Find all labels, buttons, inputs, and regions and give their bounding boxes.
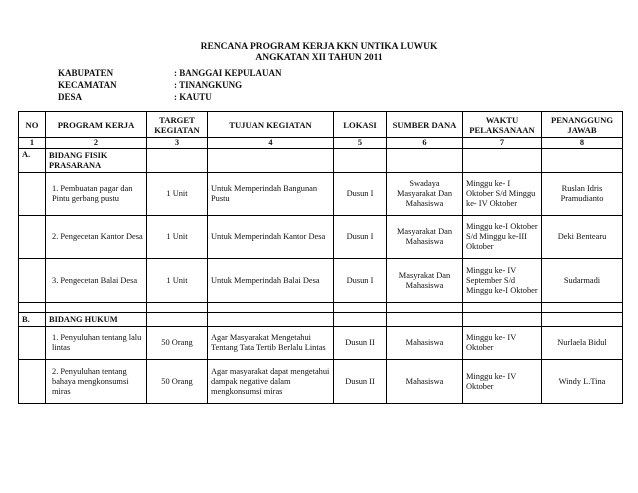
- program-cell: 3. Pengecetan Balai Desa: [46, 259, 147, 303]
- empty-cell: [334, 149, 387, 173]
- col-number: 4: [208, 138, 334, 149]
- col-number: 3: [147, 138, 208, 149]
- table-row: [19, 259, 623, 303]
- table-row: [19, 360, 623, 404]
- pj-cell: Nurlaela Bidul: [542, 327, 623, 360]
- work-program-table: [18, 111, 623, 404]
- empty-cell: [387, 149, 463, 173]
- column-number-row: [19, 138, 623, 149]
- dana-cell: Masyrakat Dan Mahasiswa: [387, 259, 463, 303]
- empty-cell: [208, 303, 334, 313]
- section-title: BIDANG FISIK PRASARANA: [46, 149, 147, 173]
- pj-cell: Deki Bentearu: [542, 216, 623, 259]
- meta-label: KABUPATEN: [58, 68, 114, 78]
- empty-cell: [542, 303, 623, 313]
- empty-cell: [19, 360, 46, 404]
- waktu-cell: Minggu ke- I Oktober S/d Minggu ke- IV Oktober: [463, 173, 542, 216]
- lokasi-cell: Dusun II: [334, 360, 387, 404]
- empty-cell: [387, 313, 463, 327]
- section-row: [19, 149, 623, 173]
- empty-cell: [147, 313, 208, 327]
- empty-cell: [387, 303, 463, 313]
- col-number: 2: [46, 138, 147, 149]
- empty-cell: [19, 173, 46, 216]
- dana-cell: Swadaya Masyarakat Dan Mahasiswa: [387, 173, 463, 216]
- meta-value: : TINANGKUNG: [174, 80, 243, 90]
- col-number: 8: [542, 138, 623, 149]
- empty-cell: [542, 149, 623, 173]
- waktu-cell: Minggu ke-I Oktober S/d Minggu ke-III Oktober: [463, 216, 542, 259]
- empty-cell: [334, 303, 387, 313]
- dana-cell: Mahasiswa: [387, 327, 463, 360]
- col-header-dana: SUMBER DANA: [387, 112, 463, 138]
- document-title-line1: RENCANA PROGRAM KERJA KKN UNTIKA LUWUK: [200, 42, 438, 52]
- program-cell: 1. Penyuluhan tentang lalu lintas: [46, 327, 147, 360]
- section-row: [19, 313, 623, 327]
- col-number: 7: [463, 138, 542, 149]
- tujuan-cell: Untuk Memperindah Balai Desa: [208, 259, 334, 303]
- waktu-cell: Minggu ke- IV Oktober: [463, 360, 542, 404]
- meta-row-desa: [58, 91, 282, 103]
- empty-cell: [147, 149, 208, 173]
- meta-label: DESA: [58, 92, 83, 102]
- table-row: [19, 216, 623, 259]
- empty-cell: [463, 303, 542, 313]
- meta-row-kecamatan: [58, 79, 282, 91]
- table-row: [19, 327, 623, 360]
- section-no: A.: [19, 149, 46, 173]
- header-row: [19, 112, 623, 138]
- section-title: BIDANG HUKUM: [46, 313, 147, 327]
- target-cell: 50 Orang: [147, 327, 208, 360]
- col-header-target: TARGET KEGIATAN: [147, 112, 208, 138]
- empty-cell: [19, 216, 46, 259]
- empty-cell: [46, 303, 147, 313]
- empty-cell: [463, 313, 542, 327]
- col-header-waktu: WAKTU PELAKSANAAN: [463, 112, 542, 138]
- table-row: [19, 173, 623, 216]
- document-title-line2: ANGKATAN XII TAHUN 2011: [255, 53, 383, 63]
- lokasi-cell: Dusun I: [334, 259, 387, 303]
- col-header-lokasi: LOKASI: [334, 112, 387, 138]
- empty-cell: [19, 327, 46, 360]
- tujuan-cell: Untuk Memperindah Bangunan Pustu: [208, 173, 334, 216]
- program-cell: 1. Pembuatan pagar dan Pintu gerbang pustu: [46, 173, 147, 216]
- spacer-row: [19, 303, 623, 313]
- waktu-cell: Minggu ke- IV September S/d Minggu ke-I Oktober: [463, 259, 542, 303]
- target-cell: 1 Unit: [147, 216, 208, 259]
- section-no: B.: [19, 313, 46, 327]
- empty-cell: [334, 313, 387, 327]
- col-number: 1: [19, 138, 46, 149]
- col-header-no: NO: [19, 112, 46, 138]
- tujuan-cell: Untuk Memperindah Kantor Desa: [208, 216, 334, 259]
- program-cell: 2. Penyuluhan tentang bahaya mengkonsumsi miras: [46, 360, 147, 404]
- col-number: 5: [334, 138, 387, 149]
- empty-cell: [463, 149, 542, 173]
- meta-row-kabupaten: [58, 67, 282, 79]
- tujuan-cell: Agar masyarakat dapat mengetahui dampak negative dalam mengkonsumsi miras: [208, 360, 334, 404]
- pj-cell: Sudarmadi: [542, 259, 623, 303]
- target-cell: 1 Unit: [147, 173, 208, 216]
- pj-cell: Ruslan Idris Pramudianto: [542, 173, 623, 216]
- lokasi-cell: Dusun I: [334, 173, 387, 216]
- dana-cell: Masyarakat Dan Mahasiswa: [387, 216, 463, 259]
- lokasi-cell: Dusun II: [334, 327, 387, 360]
- col-number: 6: [387, 138, 463, 149]
- meta-value: : BANGGAI KEPULAUAN: [174, 68, 282, 78]
- tujuan-cell: Agar Masyarakat Mengetahui Tentang Tata Tertib Berlalu Lintas: [208, 327, 334, 360]
- program-cell: 2. Pengecetan Kantor Desa: [46, 216, 147, 259]
- col-header-tujuan: TUJUAN KEGIATAN: [208, 112, 334, 138]
- target-cell: 50 Orang: [147, 360, 208, 404]
- lokasi-cell: Dusun I: [334, 216, 387, 259]
- col-header-program: PROGRAM KERJA: [46, 112, 147, 138]
- location-info: [58, 67, 282, 103]
- col-header-pj: PENANGGUNG JAWAB: [542, 112, 623, 138]
- meta-label: KECAMATAN: [58, 80, 117, 90]
- empty-cell: [208, 149, 334, 173]
- pj-cell: Windy L.Tina: [542, 360, 623, 404]
- empty-cell: [19, 259, 46, 303]
- target-cell: 1 Unit: [147, 259, 208, 303]
- dana-cell: Mahasiswa: [387, 360, 463, 404]
- empty-cell: [542, 313, 623, 327]
- meta-value: : KAUTU: [174, 92, 212, 102]
- empty-cell: [147, 303, 208, 313]
- empty-cell: [19, 303, 46, 313]
- waktu-cell: Minggu ke- IV Oktober: [463, 327, 542, 360]
- empty-cell: [208, 313, 334, 327]
